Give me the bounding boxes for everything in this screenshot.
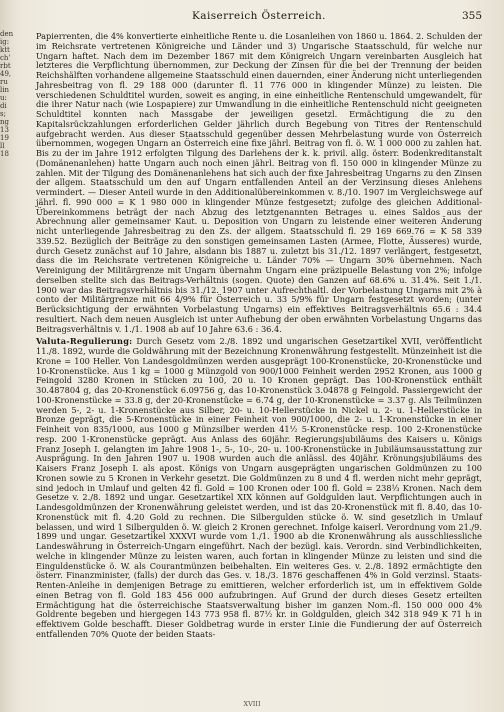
paragraph-text: Papierrenten, die 4% konvertierte einheitliche Rente u. die Losanleihen von 1860 u. 1864. 2. Schulden der im Reichsrate vertretenen Königreiche und Länder und 3) Ungarische Staatsschuld, für welche nur Ungarn haftet. Nach dem im Dezember 1867 mit dem Königreich Ungarn vereinbarten Ausgleich hat letzteres die Verpflichtung übernommen, zur Deckung der Zinsen für die bei der Trennung der beiden Reichshälften vorhandene allgemeine Staatsschuld einen dauernden, einer Änderung nicht unterliegenden Jahresbeitrag von fl. 29 188 000 (darunter fl. 11 776 000 in klingender Münze) zu leisten. Die verschiedenen Schuldtitel wurden, soweit es anging, in eine einheitliche Rentenschuld umgewandelt, für die ihrer Natur nach (wie Lospapiere) zur Umwandlung in die einheitliche Rentenschuld nicht geeigneten Schuldtitel konnten nach Massgabe der jeweiligen gesetzl. Ermächtigung die zu den Kapitalsrückzahlungen erforderlichen Gelder jährlich durch Begebung von Titres der Rentenschuld aufgebracht werden. Aus dieser Staatsschuld gegenüber dessen Mehrbelastung wurde von Österreich übernommen, wogegen Ungarn an Österreich eine fixe jährl. Beitrag von fl. ö. W. 1 000 000 zu zahlen hat. Bis zu der im Jahre 1912 erfolgten Tilgung des Darlehens der k. k. privil. allg. österr. Bodenkreditanstalt (Domänenanlehen) hatte Ungarn auch noch einen jährl. Beitrag von fl. 150 000 in klingender Münze zu zahlen. Mit der Tilgung des Domänenanlehens hat sich auch der fixe Jahresbeitrag Ungarns zu den Zinsen der allgem. Staatsschuld um den auf Ungarn entfallenden Anteil an der Verzinsung dieses Anlehens vermindert. — Dieser Anteil wurde in den Additionalübereinkommen v. 8./10. 1907 im Vergleichswege auf jährl. fl. 990 000 = K 1 980 000 in klingender Münze festgesetzt; zufolge des gleichen Additional-Übereinkommens beträgt der nach Abzug des letztgenannten Betrages u. eines Saldos aus der Abrechnung aller gemeinsamer Kaut. u. Deposition von Ungarn zu leistende einer weiteren Änderung nicht unterliegende Jahresbeitrag zu den Zs. der allgem. Staatsschuld fl. 29 169 669.76 = K 58 339 339.52. Bezüglich der Beiträge zu den sonstigen gemeinsamen Lasten (Armee, Flotte, Äusseres) wurde, durch Gesetz zunächst auf 10 Jahre, alsdann bis 1887 u. zuletzt bis 31./12. 1897 verlängert, festgesetzt, dass die im Reichsrate vertretenen Königreiche u. Länder 70% — Ungarn 30% übernehmen. Nach Vereinigung der Militärgrenze mit Ungarn übernahm Ungarn eine präzipuelle Belastung von 2%; infolge derselben stellte sich das Beitrags-Verhältnis (sogen. Quote) den Ganzen auf 68.6% u. 31.4%. Seit 1./1. 1900 war das Beitragsverhältnis bis 31./12. 1907 unter Aufrechthaltl. der Vorbelastung Ungarns mit 2% à conto der Militärgrenze mit 66 4/9% für Österreich u. 33 5/9% für Ungarn festgesetzt worden; (unter Berücksichtigung der erwähnten Vorbelastung Ungarns) ein effektives Beitragsverhältnis 65.6 : 34.4 resultiert. Nach dem neuen Ausgleich ist unter Aufhebung der oben erwähnten Vorbelastung Ungarns das Beitragsverhältnis v. 1./1. 1908 ab auf 10 Jahre 63.6 : 36.4. <box>36 31 482 334</box>
margin-fragment: 13 <box>0 126 9 134</box>
margin-fragment: den <box>0 30 14 38</box>
page-header <box>36 10 482 28</box>
paragraph-state-debt <box>36 32 482 334</box>
margin-fragment: ll <box>0 142 5 150</box>
margin-fragment: s; <box>0 110 6 118</box>
margin-fragment: ng <box>0 118 9 126</box>
margin-fragment: 18 <box>0 150 9 158</box>
margin-fragment: 19 <box>0 134 9 142</box>
margin-fragment: ru <box>0 78 8 86</box>
paragraph-text: Durch Gesetz vom 2./8. 1892 und ungarischen Gesetzartikel XVII, veröffentlicht 11./8. 1892, wurde die Goldwährung mit der Bezeichnung Kronenwährung festgestellt. Münzeinheit ist die Krone = 100 Heller. Von Landesgoldmünzen werden ausgeprägt 100-Kronenstücke, 20-Kronenstücke und 10-Kronenstücke. Aus 1 kg = 1000 g Münzgold von 900/1000 Feinheit werden 2952 Kronen, aus 1000 g Feingold 3280 Kronen in Stücken zu 100, 20 u. 10 Kronen geprägt. Das 100-Kronenstück enthält 30.487804 g, das 20-Kronenstück 6.09756 g, das 10-Kronenstück 3.04878 g Feingold. Passiergewicht der 100-Kronenstücke = 33.8 g, der 20-Kronenstücke = 6.74 g, der 10-Kronenstücke = 3.37 g. Als Teilmünzen werden 5-, 2- u. 1-Kronenstücke aus Silber, 20- u. 10-Hellerstücke in Nickel u. 2- u. 1-Hellerstücke in Bronze geprägt, die 5-Kronenstücke in einer Feinheit von 900/1000, die 2- u. 1-Kronenstücke in einer Feinheit von 835/1000, aus 1000 g Münzsilber werden 41½ 5-Kronenstücke resp. 100 2-Kronenstücke resp. 200 1-Kronenstücke geprägt. Aus Anlass des 60jähr. Regierungsjubiläums des Kaisers u. Königs Franz Joseph I. gelangten im Jahre 1908 1-, 5-, 10-, 20- u. 100-Kronenstücke in Jubiläumsausstattung zur Ausprägung. In den Jahren 1907 u. 1908 wurden auch die anlässl. des 40jähr. Krönungsjubiläums des Kaisers Franz Joseph I. als apost. Königs von Ungarn ausgeprägten ungarischen Goldmünzen zu 100 Kronen sowie zu 5 Kronen in Verkehr gesetzt. Die Goldmünzen zu 8 und 4 fl. werden nicht mehr geprägt, sind jedoch in Umlauf und gelten 42 fl. Gold = 100 Kronen oder 100 fl. Gold = 238⅓ Kronen. Nach dem Gesetze v. 2./8. 1892 und ungar. Gesetzartikel XIX können auf Goldgulden laut. Verpflichtungen auch in Landesgoldmünzen der Kronenwährung geleistet werden, und ist das 20-Kronenstück mit fl. 8.40, das 10-Kronenstück mit fl. 4.20 Gold zu rechnen. Die Silbergulden stücke ö. W. sind gesetzlich in Umlauf belassen, und wird 1 Silbergulden ö. W. gleich 2 Kronen gerechnet. Infolge kaiserl. Verordnung vom 21./9. 1899 und ungar. Gesetzartikel XXXVI wurde vom 1./1. 1900 ab die Kronenwährung als ausschliessliche Landeswährung in Österreich-Ungarn eingeführt. Nach der bezügl. kais. Verordn. sind Verbindlichkeiten, welche in klingender Münze zu leisten waren, auch fortan in klingender Münze zu leisten und sind die Einguldenstücke ö. W. als Courantmünzen beibehalten. Ein weiteres Ges. v. 2./8. 1892 ermächtigte den österr. Finanzminister, (falls) der durch das Ges. v. 18./3. 1876 geschaffenen 4% in Gold verzinsl. Staats-Renten-Anleihe in demjenigen Betrage zu emittieren, welcher erforderlich ist, um in effektivem Golde einen Betrag von fl. Gold 183 456 000 aufzubringen. Auf Grund der durch dieses Gesetz erteilten Ermächtigung hat die österreichische Staatsverwaltung bisher im ganzen Nom.-fl. 150 000 000 4% Goldrente begeben und hiergegen 143 773 958 fl. 87½ kr. in Goldgulden, gleich 342 318 949 K 71 h in effektivem Golde beschafft. Dieser Goldbetrag wurde in erster Linie die Fundierung der auf Österreich entfallenden 70% Quote der beiden Staats- <box>36 336 482 639</box>
margin-fragment: ch' <box>0 54 11 62</box>
adjacent-page-margin-fragments <box>0 30 22 158</box>
margin-fragment: ig: <box>0 38 10 46</box>
margin-fragment: 49, <box>0 70 12 78</box>
margin-fragment: rbt <box>0 62 11 70</box>
margin-fragment: ktt <box>0 46 10 54</box>
running-title: Kaiserreich Österreich. <box>192 10 326 22</box>
margin-fragment: lin <box>0 86 9 94</box>
paragraph-valuta-regulierung <box>36 337 482 639</box>
margin-fragment: di <box>0 102 7 110</box>
body-text <box>36 32 482 640</box>
paragraph-lead-in: Valuta-Regulierung: <box>36 336 133 347</box>
margin-fragment: u: <box>0 94 7 102</box>
printer-signature-mark: XVIII <box>243 700 261 708</box>
page-number: 355 <box>461 10 482 22</box>
